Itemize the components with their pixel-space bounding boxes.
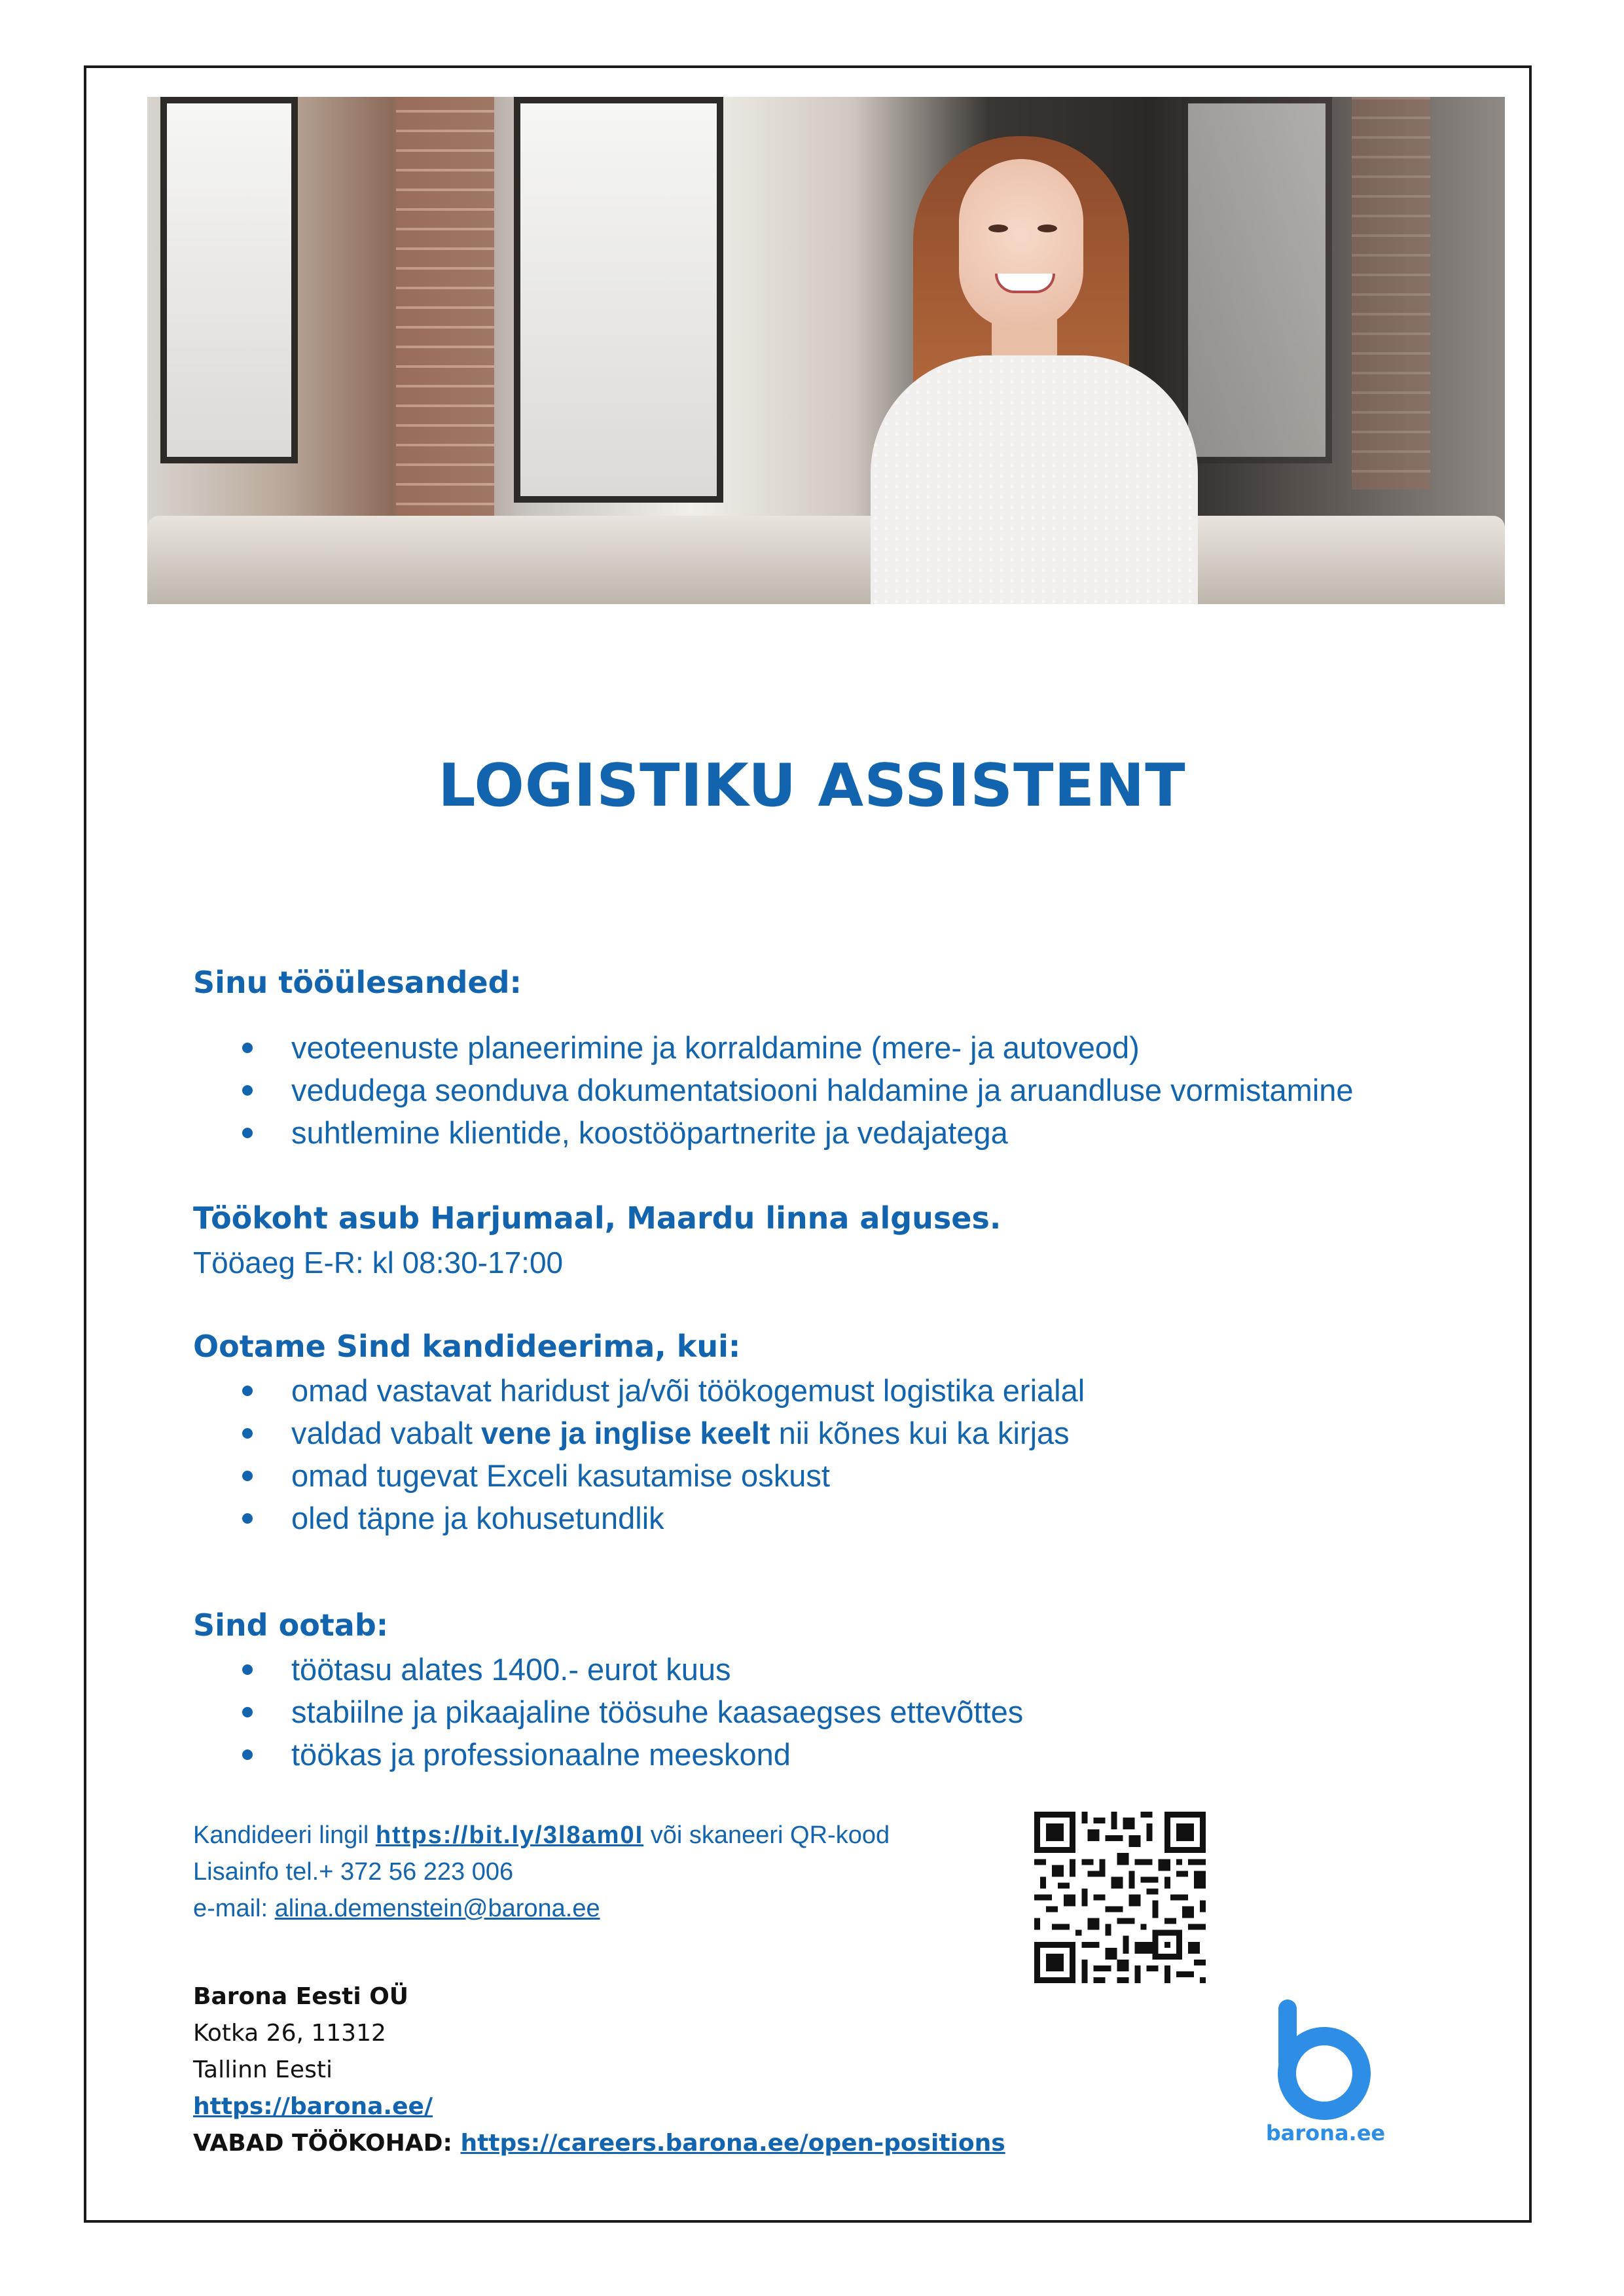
list-item: stabiilne ja pikaajaline töösuhe kaasaegses ettevõttes bbox=[242, 1691, 1023, 1733]
person-blouse bbox=[871, 355, 1198, 604]
window-left bbox=[160, 97, 298, 463]
requirements-list bbox=[242, 1369, 1085, 1539]
list-item: vedudega seonduva dokumentatsiooni haldamine ja aruandluse vormistamine bbox=[242, 1069, 1354, 1111]
person-face bbox=[959, 159, 1083, 329]
email-line: e-mail: alina.demenstein@barona.ee bbox=[193, 1895, 600, 1922]
duties-list bbox=[242, 1026, 1354, 1154]
qr-code-icon[interactable] bbox=[1034, 1812, 1206, 1983]
working-hours: Tööaeg E-R: kl 08:30-17:00 bbox=[193, 1246, 564, 1280]
list-item: omad tugevat Exceli kasutamise oskust bbox=[242, 1454, 1085, 1497]
person-eye-right bbox=[1038, 224, 1057, 232]
duties-heading: Sinu tööülesanded: bbox=[193, 965, 522, 1000]
phone-line: Lisainfo tel.+ 372 56 223 006 bbox=[193, 1858, 514, 1886]
bullet-dot-icon bbox=[242, 1664, 253, 1675]
brick-column-right bbox=[1352, 97, 1430, 490]
window-center bbox=[514, 97, 723, 503]
sofa-right bbox=[1168, 516, 1505, 604]
bullet-dot-icon bbox=[242, 1749, 253, 1760]
bullet-dot-icon bbox=[242, 1128, 253, 1138]
job-title: LOGISTIKU ASSISTENT bbox=[438, 751, 1186, 820]
person-eye-left bbox=[988, 224, 1008, 232]
bullet-dot-icon bbox=[242, 1707, 253, 1717]
window-right bbox=[1182, 97, 1332, 463]
company-city: Tallinn Eesti bbox=[193, 2056, 333, 2083]
brick-column bbox=[396, 97, 494, 522]
hero-photo bbox=[147, 97, 1505, 604]
list-item: töökas ja professionaalne meeskond bbox=[242, 1733, 1023, 1776]
apply-link[interactable]: https://bit.ly/3l8am0I bbox=[375, 1821, 644, 1849]
sofa-left bbox=[147, 516, 880, 604]
jobs-line: VABAD TÖÖKOHAD: https://careers.barona.ee/open-positions bbox=[193, 2130, 1005, 2157]
list-item: töötasu alates 1400.- eurot kuus bbox=[242, 1648, 1023, 1691]
contact-block bbox=[193, 1817, 890, 1927]
open-positions-link[interactable]: https://careers.barona.ee/open-positions bbox=[460, 2130, 1005, 2157]
email-link[interactable]: alina.demenstein@barona.ee bbox=[274, 1895, 600, 1922]
list-item: omad vastavat haridust ja/või töökogemust logistika erialal bbox=[242, 1369, 1085, 1412]
bullet-dot-icon bbox=[242, 1428, 253, 1439]
logo-text: barona.ee bbox=[1265, 2121, 1386, 2145]
company-block bbox=[193, 1979, 1005, 2162]
bullet-dot-icon bbox=[242, 1043, 253, 1053]
requirements-heading: Ootame Sind kandideerima, kui: bbox=[193, 1329, 741, 1364]
offer-heading: Sind ootab: bbox=[193, 1607, 389, 1643]
list-item: valdad vabalt vene ja inglise keelt nii kõnes kui ka kirjas bbox=[242, 1412, 1085, 1454]
offer-list bbox=[242, 1648, 1023, 1776]
location-line: Töökoht asub Harjumaal, Maardu linna alguses. bbox=[193, 1200, 1001, 1236]
list-item: veoteenuste planeerimine ja korraldamine (mere- ja autoveod) bbox=[242, 1026, 1354, 1069]
bullet-dot-icon bbox=[242, 1471, 253, 1481]
bullet-dot-icon bbox=[242, 1386, 253, 1396]
bullet-dot-icon bbox=[242, 1513, 253, 1524]
company-website-link[interactable]: https://barona.ee/ bbox=[193, 2093, 433, 2120]
list-item: oled täpne ja kohusetundlik bbox=[242, 1497, 1085, 1539]
bullet-dot-icon bbox=[242, 1085, 253, 1096]
company-name: Barona Eesti OÜ bbox=[193, 1983, 409, 2010]
apply-line: Kandideeri lingil https://bit.ly/3l8am0I või skaneeri QR-kood bbox=[193, 1821, 890, 1849]
list-item: suhtlemine klientide, koostööpartnerite ja vedajatega bbox=[242, 1111, 1354, 1154]
company-street: Kotka 26, 11312 bbox=[193, 2020, 386, 2047]
